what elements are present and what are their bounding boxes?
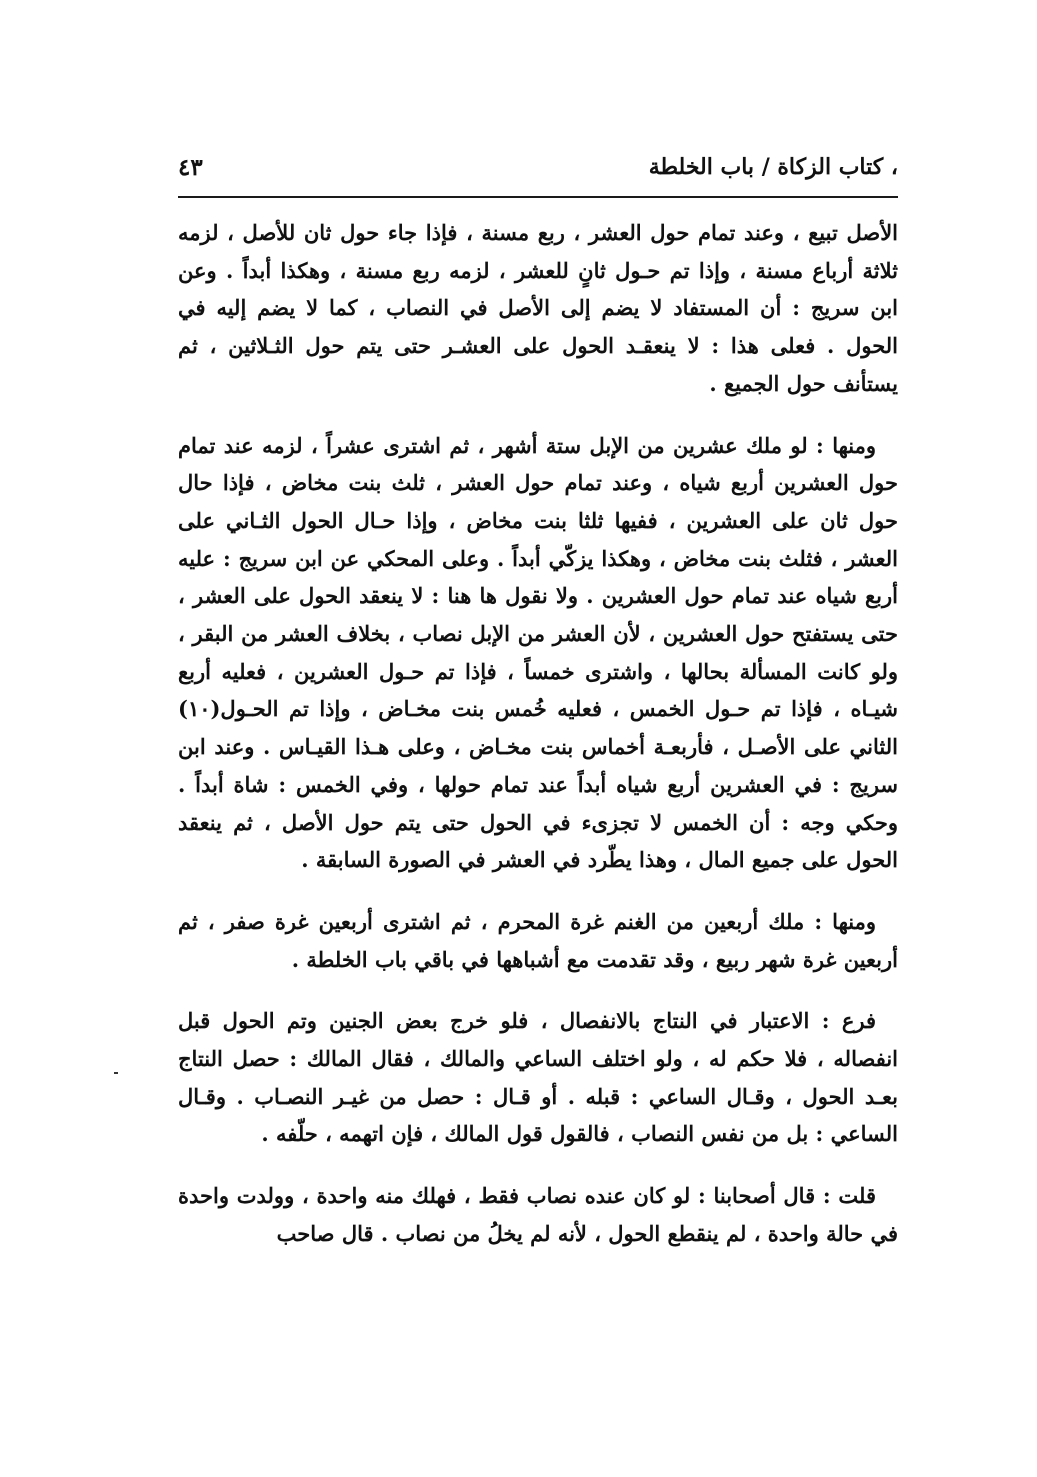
scan-mark: [114, 1072, 118, 1074]
paragraph: ومنها : لو ملك عشرين من الإبل ستة أشهر ، ثم اشترى عشراً ، لزمه عند تمام حول العشرين أربع شياه ، وعند تمام حول العشر ، ثلث بنت مخاض ، فإذا حال حول ثان على العشرين ، ففيها ثلثا بنت مخاض ، وإذا حـال الحول الثـاني على العشر ، فثلث بنت مخاض ، وهكذا يزكّي أبداً . وعلى المحكي عن ابن سريج : عليه أربع شياه عند تمام حول العشرين . ولا نقول ها هنا : لا ينعقد الحول على العشر ، حتى يستفتح حول العشرين ، لأن العشر من الإبل نصاب ، بخلاف العشر من البقر ، ولو كانت المسألة بحالها ، واشترى خمساً ، فإذا تم حـول العشرين ، فعليه أربع شيـاه ، فإذا تم حـول الخمس ، فعليه خُمس بنت مخـاض ، وإذا تم الحـول(١٠) الثاني على الأصـل ، فأربعـة أخماس بنت مخـاض ، وعلى هـذا القيـاس . وعند ابن سريج : في العشرين أربع شياه أبداً عند تمام حولها ، وفي الخمس : شاة أبداً . وحكي وجه : أن الخمس لا تجزىء في الحول حتى يتم حول الأصل ، ثم ينعقد الحول على جميع المال ، وهذا يطّرد في العشر في الصورة السابقة .: [178, 432, 898, 873]
paragraph: الأصل تبيع ، وعند تمام حول العشر ، ربع مسنة ، فإذا جاء حول ثان للأصل ، لزمه ثلاثة أرباع مسنة ، وإذا تم حـول ثانٍ للعشر ، لزمه ربع مسنة ، وهكذا أبداً . وعن ابن سريج : أن المستفاد لا يضم إلى الأصل في النصاب ، كما لا يضم إليه في الحول . فعلى هذا : لا ينعقـد الحول على العشـر حتى يتم حول الثـلاثين ، ثم يستأنف حول الجميع .: [178, 220, 898, 396]
body-text: [178, 214, 898, 1277]
page-header: [178, 148, 898, 192]
running-head: ، كتاب الزكاة / باب الخلطة: [648, 154, 898, 180]
header-rule: [178, 196, 898, 198]
page-number: ٤٣: [178, 154, 203, 181]
paragraph: ومنها : ملك أربعين من الغنم غرة المحرم ، ثم اشترى أربعين غرة صفر ، ثم أربعين غرة شهر ربيع ، وقد تقدمت مع أشباهها في باقي باب الخلطة .: [178, 908, 898, 972]
paragraph: فرع : الاعتبار في النتاج بالانفصال ، فلو خرج بعض الجنين وتم الحول قبل انفصاله ، فلا حكم له ، ولو اختلف الساعي والمالك ، فقال المالك : حصل النتاج بعـد الحول ، وقـال الساعي : قبله . أو قـال : حصل من غيـر النصـاب . وقـال الساعي : بل من نفس النصاب ، فالقول قول المالك ، فإن اتهمه ، حلّفه .: [178, 1008, 898, 1147]
paragraph: قلت : قال أصحابنا : لو كان عنده نصاب فقط ، فهلك منه واحدة ، وولدت واحدة في حالة واحدة ، لم ينقطع الحول ، لأنه لم يخلُ من نصاب . قال صاحب: [178, 1183, 898, 1246]
